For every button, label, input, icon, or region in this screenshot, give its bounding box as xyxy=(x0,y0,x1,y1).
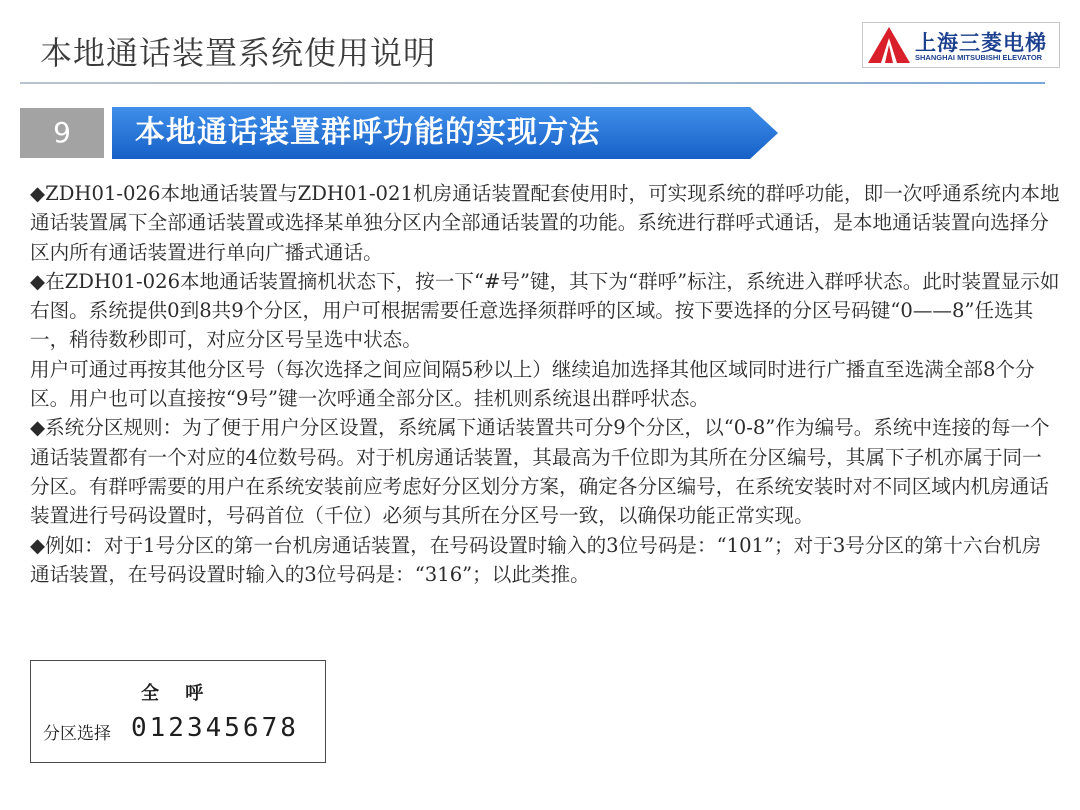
triangle-logo-icon xyxy=(867,26,911,64)
bullet-icon: ◆ xyxy=(30,269,46,293)
company-logo xyxy=(862,22,1060,68)
paragraph-4-text: 系统分区规则：为了便于用户分区设置，系统属下通话装置共可分9个分区，以“0-8”作为编号。系统中连接的每一个通话装置都有一个对应的4位数号码。对于机房通话装置，其最高为千位即为其所在分区编号，其属下子机亦属于同一分区。有群呼需要的用户在系统安装前应考虑好分区划分方案，确定各分区编号，在系统安装时对不同区域内机房通话装置进行号码设置时，号码首位（千位）必须与其所在分区号一致，以确保功能正常实现。 xyxy=(30,416,1050,528)
paragraph-2 xyxy=(30,267,1060,355)
display-title: 全 呼 xyxy=(141,683,214,704)
title-divider xyxy=(20,82,1045,84)
bullet-icon: ◆ xyxy=(30,416,46,440)
body-text xyxy=(30,179,1060,589)
paragraph-2-text: 在ZDH01-026本地通话装置摘机状态下，按一下“#号”键，其下为“群呼”标注，系统进入群呼状态。此时装置显示如右图。系统提供0到8共9个分区，用户可根据需要任意选择须群呼的区域。按下要选择的分区号码键“0——8”任选其一，稍待数秒即可，对应分区号呈选中状态。 xyxy=(30,269,1060,352)
display-zone-digits: 012345678 xyxy=(131,713,299,743)
page-title: 本地通话装置系统使用说明 xyxy=(40,34,437,72)
logo-name-cn: 上海三菱电梯 xyxy=(915,31,1047,55)
bullet-icon: ◆ xyxy=(30,533,46,557)
paragraph-1-text: ZDH01-026本地通话装置与ZDH01-021机房通话装置配套使用时，可实现系统的群呼功能，即一次呼通系统内本地通话装置属下全部通话装置或选择某单独分区内全部通话装置的功能。系统进行群呼式通话，是本地通话装置向选择分区内所有通话装置进行单向广播式通话。 xyxy=(30,182,1060,264)
bullet-icon: ◆ xyxy=(30,182,46,205)
display-zone-label: 分区选择 xyxy=(43,724,111,744)
lcd-display-panel xyxy=(30,660,326,763)
paragraph-5 xyxy=(30,531,1060,590)
paragraph-5-text: 例如：对于1号分区的第一台机房通话装置，在号码设置时输入的3位号码是：“101”；对于3号分区的第十六台机房通话装置，在号码设置时输入的3位号码是：“316”；以此类推。 xyxy=(30,533,1042,586)
logo-name-en: SHANGHAI MITSUBISHI ELEVATOR xyxy=(915,53,1043,62)
paragraph-1 xyxy=(30,179,1060,267)
section-title: 本地通话装置群呼功能的实现方法 xyxy=(135,115,600,150)
paragraph-3 xyxy=(30,355,1060,414)
paragraph-3-text: 用户可通过再按其他分区号（每次选择之间应间隔5秒以上）继续追加选择其他区域同时进行广播直至选满全部8个分区。用户也可以直接按“9号”键一次呼通全部分区。挂机则系统退出群呼状态。 xyxy=(30,357,1035,411)
section-number: 9 xyxy=(20,108,104,158)
paragraph-4 xyxy=(30,413,1060,530)
